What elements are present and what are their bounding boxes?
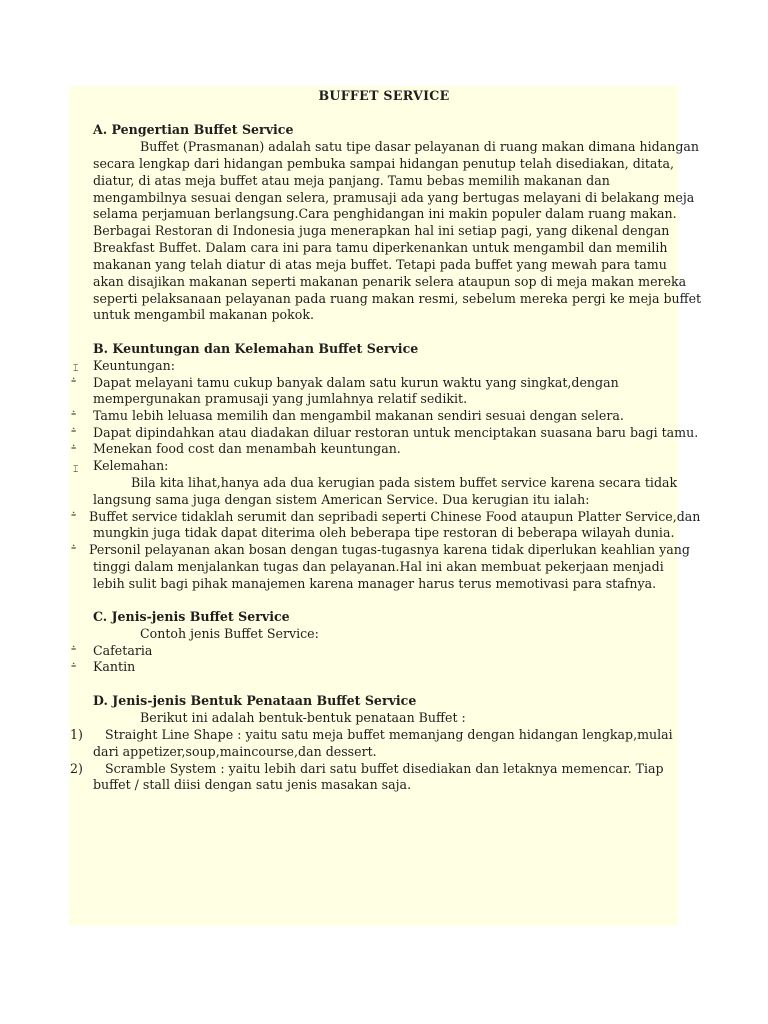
section-c-intro: Contoh jenis Buffet Service: xyxy=(140,626,319,641)
section-d-heading: D. Jenis-jenis Bentuk Penataan Buffet Service xyxy=(93,693,417,708)
kelemahan-item-cont: mungkin juga tidak dapat diterima oleh beberapa tipe restoran di beberapa wilayah dunia. xyxy=(93,525,675,540)
keuntungan-item: Menekan food cost dan menambah keuntungan. xyxy=(93,441,401,456)
kelemahan-intro: Bila kita lihat,hanya ada dua kerugian pada sistem buffet service karena secara tidak xyxy=(131,475,678,490)
checkmark-bullet-icon: ⩮ xyxy=(71,409,77,419)
section-c-item: Kantin xyxy=(93,659,136,674)
section-a-line: makanan yang telah diatur di atas meja buffet. Tetapi pada buffet yang mewah para tamu xyxy=(93,257,667,272)
section-a-line: selama perjamuan berlangsung.Cara penghidangan ini makin populer dalam ruang makan. xyxy=(93,206,677,221)
section-a-line: Buffet (Prasmanan) adalah satu tipe dasar pelayanan di ruang makan dimana hidangan xyxy=(140,139,700,154)
section-c-heading: C. Jenis-jenis Buffet Service xyxy=(93,609,290,624)
keuntungan-item: Dapat dipindahkan atau diadakan diluar restoran untuk menciptakan suasana baru bagi tamu. xyxy=(93,425,699,440)
section-d-item: Scramble System : yaitu lebih dari satu buffet disediakan dan letaknya memencar. Tiap xyxy=(105,761,664,776)
checkmark-bullet-icon: ⩮ xyxy=(71,376,77,386)
checkmark-bullet-icon: ⩮ xyxy=(71,426,77,436)
section-d-item-cont: buffet / stall diisi dengan satu jenis masakan saja. xyxy=(93,777,412,792)
section-b-heading: B. Keuntungan dan Kelemahan Buffet Service xyxy=(93,341,419,356)
section-a-heading: A. Pengertian Buffet Service xyxy=(93,122,294,137)
section-d-item-cont: dari appetizer,soup,maincourse,dan dessert. xyxy=(93,744,377,759)
list-number: 1) xyxy=(70,727,83,742)
checkmark-bullet-icon: ⩮ xyxy=(71,543,77,553)
arrow-bullet-icon: ⌶ xyxy=(73,364,79,374)
keuntungan-item-cont: mempergunakan pramusaji yang jumlahnya relatif sedikit. xyxy=(93,391,468,406)
section-c-item: Cafetaria xyxy=(93,643,153,658)
section-a-line: Berbagai Restoran di Indonesia juga menerapkan hal ini setiap pagi, yang dikenal dengan xyxy=(93,223,670,238)
section-a-line: seperti pelaksanaan pelayanan pada ruang makan resmi, sebelum mereka pergi ke meja buffet xyxy=(93,291,702,306)
section-a-line: secara lengkap dari hidangan pembuka sampai hidangan penutup telah disediakan, ditata, xyxy=(93,156,675,171)
checkmark-bullet-icon: ⩮ xyxy=(71,443,77,453)
section-d-item: Straight Line Shape : yaitu satu meja buffet memanjang dengan hidangan lengkap,mulai xyxy=(105,727,673,742)
list-number: 2) xyxy=(70,761,83,776)
keuntungan-item: Dapat melayani tamu cukup banyak dalam satu kurun waktu yang singkat,dengan xyxy=(93,375,619,390)
kelemahan-item-cont: lebih sulit bagi pihak manajemen karena manager harus terus memotivasi para stafnya. xyxy=(93,576,657,591)
checkmark-bullet-icon: ⩮ xyxy=(71,510,77,520)
kelemahan-item: Personil pelayanan akan bosan dengan tugas-tugasnya karena tidak diperlukan keahlian yang xyxy=(89,542,690,557)
section-a-line: akan disajikan makanan seperti makanan penarik selera ataupun sop di meja makan mereka xyxy=(93,274,687,289)
keuntungan-item: Tamu lebih leluasa memilih dan mengambil makanan sendiri sesuai dengan selera. xyxy=(93,408,624,423)
section-d-intro: Berikut ini adalah bentuk-bentuk penataan Buffet : xyxy=(140,710,466,725)
checkmark-bullet-icon: ⩮ xyxy=(71,644,77,654)
kelemahan-intro: langsung sama juga dengan sistem American Service. Dua kerugian itu ialah: xyxy=(93,492,590,507)
section-a-line: Breakfast Buffet. Dalam cara ini para tamu diperkenankan untuk mengambil dan memilih xyxy=(93,240,668,255)
section-a-line: diatur, di atas meja buffet atau meja panjang. Tamu bebas memilih makanan dan xyxy=(93,173,610,188)
checkmark-bullet-icon: ⩮ xyxy=(71,661,77,671)
document-title: BUFFET SERVICE xyxy=(318,88,450,103)
arrow-bullet-icon: ⌶ xyxy=(73,465,79,475)
keuntungan-label: Keuntungan: xyxy=(93,358,175,373)
kelemahan-item: Buffet service tidaklah serumit dan sepribadi seperti Chinese Food ataupun Platter Service,dan xyxy=(89,509,701,524)
section-a-line: untuk mengambil makanan pokok. xyxy=(93,307,314,322)
kelemahan-item-cont: tinggi dalam menjalankan tugas dan pelayanan.Hal ini akan membuat pekerjaan menjadi xyxy=(93,559,664,574)
kelemahan-label: Kelemahan: xyxy=(93,458,169,473)
section-a-line: mengambilnya sesuai dengan selera, pramusaji ada yang bertugas melayani di belakang meja xyxy=(93,190,695,205)
